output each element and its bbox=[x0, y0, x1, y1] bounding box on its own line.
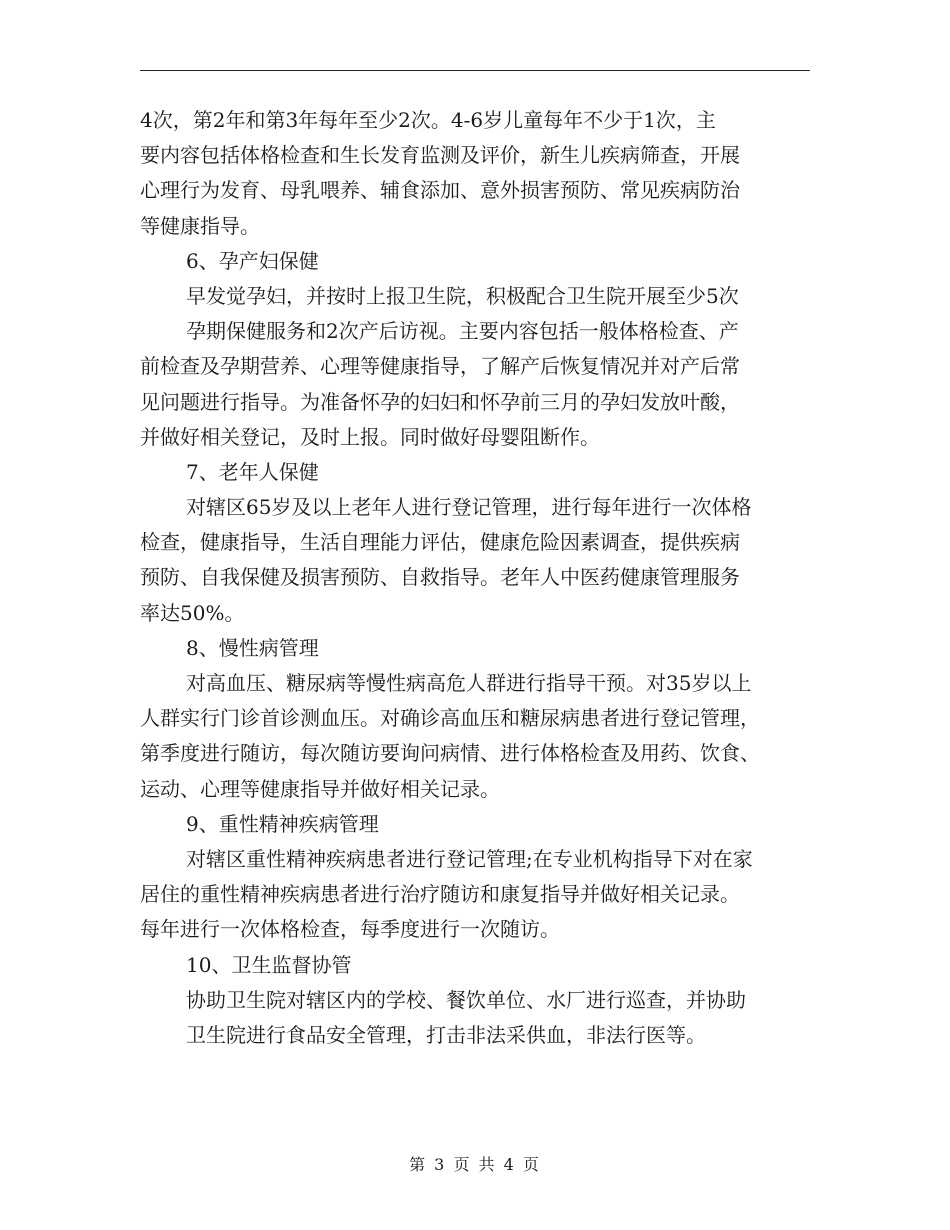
text-line: 率达50%。 bbox=[140, 600, 245, 625]
text-line: 运动、心理等健康指导并做好相关记录。 bbox=[140, 776, 500, 801]
text-line: 7、老年人保健 bbox=[186, 459, 319, 484]
text-line: 卫生院进行食品安全管理，打击非法采供血，非法行医等。 bbox=[186, 1022, 706, 1047]
text-line: 心理行为发育、母乳喂养、辅食添加、意外损害预防、常见疾病防治 bbox=[140, 178, 740, 203]
page-footer: 第 3 页 共 4 页 bbox=[409, 1155, 541, 1174]
document-body bbox=[140, 103, 810, 1053]
text-line: 并做好相关登记，及时上报。同时做好母婴阻断作。 bbox=[140, 424, 600, 449]
text-line: 孕期保健服务和2次产后访视。主要内容包括一般体格检查、产 bbox=[186, 319, 739, 344]
text-line: 见问题进行指导。为准备怀孕的妇妇和怀孕前三月的孕妇发放叶酸， bbox=[140, 389, 740, 414]
text-line: 8、慢性病管理 bbox=[186, 635, 319, 660]
text-line: 等健康指导。 bbox=[140, 213, 260, 238]
text-line: 4次，第2年和第3年每年至少2次。4-6岁儿童每年不少于1次，主 bbox=[140, 108, 716, 132]
text-line: 对高血压、糖尿病等慢性病高危人群进行指导干预。对35岁以上 bbox=[186, 671, 752, 695]
header-rule bbox=[140, 70, 810, 71]
text-line: 预防、自我保健及损害预防、自救指导。老年人中医药健康管理服务 bbox=[140, 565, 740, 590]
text-line: 每年进行一次体格检查，每季度进行一次随访。 bbox=[140, 917, 560, 942]
text-line: 9、重性精神疾病管理 bbox=[186, 811, 379, 836]
text-line: 居住的重性精神疾病患者进行治疗随访和康复指导并做好相关记录。 bbox=[140, 882, 740, 907]
text-line: 对辖区重性精神疾病患者进行登记管理;在专业机构指导下对在家 bbox=[186, 846, 753, 871]
text-line: 对辖区65岁及以上老年人进行登记管理，进行每年进行一次体格 bbox=[186, 495, 752, 520]
text-line: 人群实行门诊首诊测血压。对确诊高血压和糖尿病患者进行登记管理， bbox=[140, 706, 760, 731]
text-line: 前检查及孕期营养、心理等健康指导，了解产后恢复情况并对产后常 bbox=[140, 354, 740, 379]
text-line: 要内容包括体格检查和生长发育监测及评价，新生儿疾病筛查，开展 bbox=[140, 143, 740, 168]
text-line: 检查，健康指导，生活自理能力评估，健康危险因素调查，提供疾病 bbox=[140, 530, 740, 555]
text-line: 协助卫生院对辖区内的学校、餐饮单位、水厂进行巡查，并协助 bbox=[186, 987, 746, 1012]
text-line: 10、卫生监督协管 bbox=[186, 952, 352, 977]
text-line: 6、孕产妇保健 bbox=[186, 248, 319, 273]
text-line: 早发觉孕妇，并按时上报卫生院，积极配合卫生院开展至少5次 bbox=[186, 283, 739, 308]
text-line: 第季度进行随访，每次随访要询问病情、进行体格检查及用药、饮食、 bbox=[140, 741, 760, 766]
